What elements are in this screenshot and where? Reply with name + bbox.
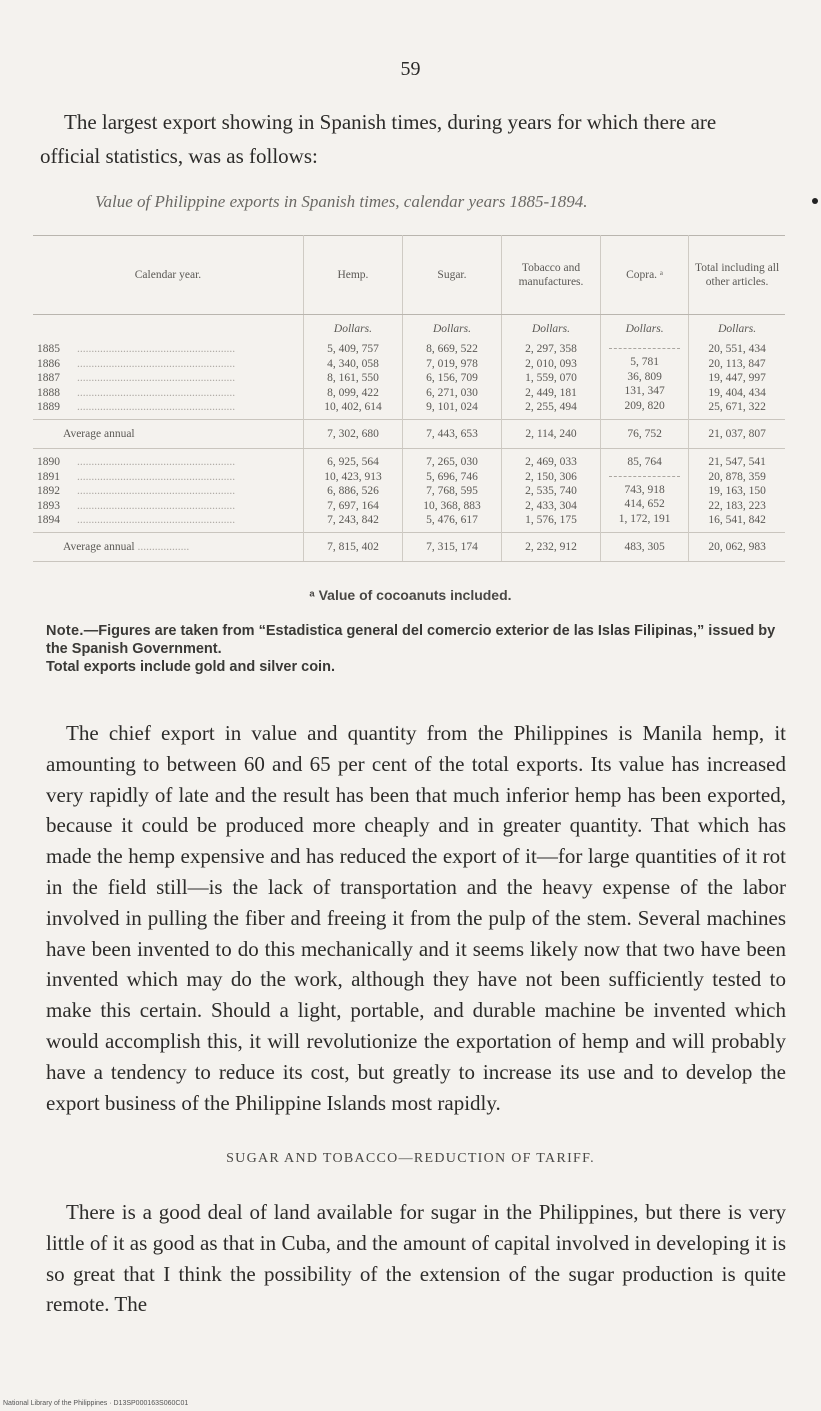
- avg2-sugar: 7, 315, 174: [402, 533, 501, 562]
- table-row: 1886 .......................................................: [37, 357, 236, 370]
- unit-total: Dollars.: [689, 315, 785, 337]
- sugar-column: 8, 669, 522 7, 019, 978 6, 156, 709 6, 271, 030 9, 101, 024: [402, 336, 501, 420]
- table-row: 1890 .......................................................: [37, 456, 236, 469]
- avg1-sugar: 7, 443, 653: [402, 420, 501, 449]
- header-hemp: Hemp.: [303, 236, 402, 315]
- year-group-1890-1894: [33, 449, 785, 533]
- note-line-1: —Figures are taken from “Estadistica general del comercio exterior de las Islas Filipinas,” issued by the Spanish Government.: [46, 623, 776, 657]
- copra-column: 85, 764 743, 918 414, 652 1, 172, 191: [601, 449, 689, 533]
- intro-paragraph: The largest export showing in Spanish times, during years for which there are official statistics, was as follows:: [40, 110, 717, 168]
- scan-footer: National Library of the Philippines · D13SP000163S060C01: [3, 1400, 189, 1407]
- table-header-row: [33, 236, 785, 315]
- units-row: [33, 315, 785, 337]
- hemp-column: 5, 409, 757 4, 340, 058 8, 161, 550 8, 099, 422 10, 402, 614: [303, 336, 402, 420]
- header-tobacco: Tobacco and manufactures.: [501, 236, 600, 315]
- unit-sugar: Dollars.: [402, 315, 501, 337]
- table-row: 1888 .......................................................: [37, 386, 236, 399]
- header-calendar-year: Calendar year.: [33, 236, 303, 315]
- page-number: 59: [400, 58, 421, 80]
- year-column: [33, 336, 303, 420]
- exports-table: [33, 235, 785, 562]
- table-row: 1891 .......................................................: [37, 470, 236, 483]
- average-row-1: [33, 420, 785, 449]
- hemp-paragraph: The chief export in value and quantity from the Philippines is Manila hemp, it amounting to between 60 and 65 per cent of the total exports. Its value has increased very rapidly of late and the result has been that much inferior hemp has been exported, because it could be produced more cheaply and in greater quantity. That which has made the hemp expensive and has reduced the export of it—for large quantities of it rot in the field still—is the lack of transportation and the heavy expense of the labor involved in pulling the fiber and freeing it from the pulp of the stem. Several machines have been invented to do this mechanically and it seems likely now that two have been invented which may do the work, although they have not been sufficiently tested to make this certain. Should a light, portable, and durable machine be invented which would accomplish this, it will revolutionize the exportation of hemp and will probably have a tendency to reduce its cost, but greatly to increase its use and to develop the export business of the Philippine Islands most rapidly.: [46, 721, 786, 1115]
- average-row-2: [33, 533, 785, 562]
- total-column: 21, 547, 541 20, 878, 359 19, 163, 150 22, 183, 223 16, 541, 842: [689, 449, 785, 533]
- section-heading: SUGAR AND TOBACCO—REDUCTION OF TARIFF.: [226, 1151, 595, 1166]
- tobacco-column: 2, 297, 358 2, 010, 093 1, 559, 070 2, 449, 181 2, 255, 494: [501, 336, 600, 420]
- avg1-copra: 76, 752: [601, 420, 689, 449]
- avg2-hemp: 7, 815, 402: [303, 533, 402, 562]
- avg1-total: 21, 037, 807: [689, 420, 785, 449]
- units-blank: [33, 315, 303, 337]
- average-label: Average annual ..................: [33, 533, 303, 562]
- note-block: [46, 622, 786, 676]
- header-total: Total including all other articles.: [689, 236, 785, 315]
- sugar-paragraph: There is a good deal of land available for sugar in the Philippines, but there is very little of it as good as that in Cuba, and the amount of capital involved in developing it is so great that I think the possibility of the extension of the sugar production is quite remote. The: [46, 1200, 786, 1317]
- unit-hemp: Dollars.: [303, 315, 402, 337]
- avg1-tobacco: 2, 114, 240: [501, 420, 600, 449]
- sugar-column: 7, 265, 030 5, 696, 746 7, 768, 595 10, 368, 883 5, 476, 617: [402, 449, 501, 533]
- table-row: 1892 .......................................................: [37, 485, 236, 498]
- year-group-1885-1889: [33, 336, 785, 420]
- average-label: Average annual: [33, 420, 303, 449]
- avg2-tobacco: 2, 232, 912: [501, 533, 600, 562]
- avg2-copra: 483, 305: [601, 533, 689, 562]
- tobacco-column: 2, 469, 033 2, 150, 306 2, 535, 740 2, 433, 304 1, 576, 175: [501, 449, 600, 533]
- table-footnote: ᵃ Value of cocoanuts included.: [309, 587, 512, 603]
- avg1-hemp: 7, 302, 680: [303, 420, 402, 449]
- year-column: [33, 449, 303, 533]
- table-row: 1889 .......................................................: [37, 401, 236, 414]
- avg2-total: 20, 062, 983: [689, 533, 785, 562]
- ink-dot: [812, 198, 818, 204]
- note-line-2: Total exports include gold and silver coin.: [46, 659, 335, 675]
- copra-column: 5, 781 36, 809 131, 347 209, 820: [601, 336, 689, 420]
- table-row: 1894 .......................................................: [37, 514, 236, 527]
- empty-value-dash: [609, 476, 680, 477]
- header-copra: Copra. ᵃ: [601, 236, 689, 315]
- table-caption: Value of Philippine exports in Spanish times, calendar years 1885-1894.: [95, 192, 588, 211]
- header-sugar: Sugar.: [402, 236, 501, 315]
- table-row: 1887 .......................................................: [37, 372, 236, 385]
- table-row: 1885 .......................................................: [37, 343, 236, 356]
- unit-tobacco: Dollars.: [501, 315, 600, 337]
- table-row: 1893 .......................................................: [37, 499, 236, 512]
- note-lead: Note.: [46, 623, 84, 639]
- total-column: 20, 551, 434 20, 113, 847 19, 447, 997 19, 404, 434 25, 671, 322: [689, 336, 785, 420]
- empty-value-dash: [609, 348, 680, 349]
- unit-copra: Dollars.: [601, 315, 689, 337]
- hemp-column: 6, 925, 564 10, 423, 913 6, 886, 526 7, 697, 164 7, 243, 842: [303, 449, 402, 533]
